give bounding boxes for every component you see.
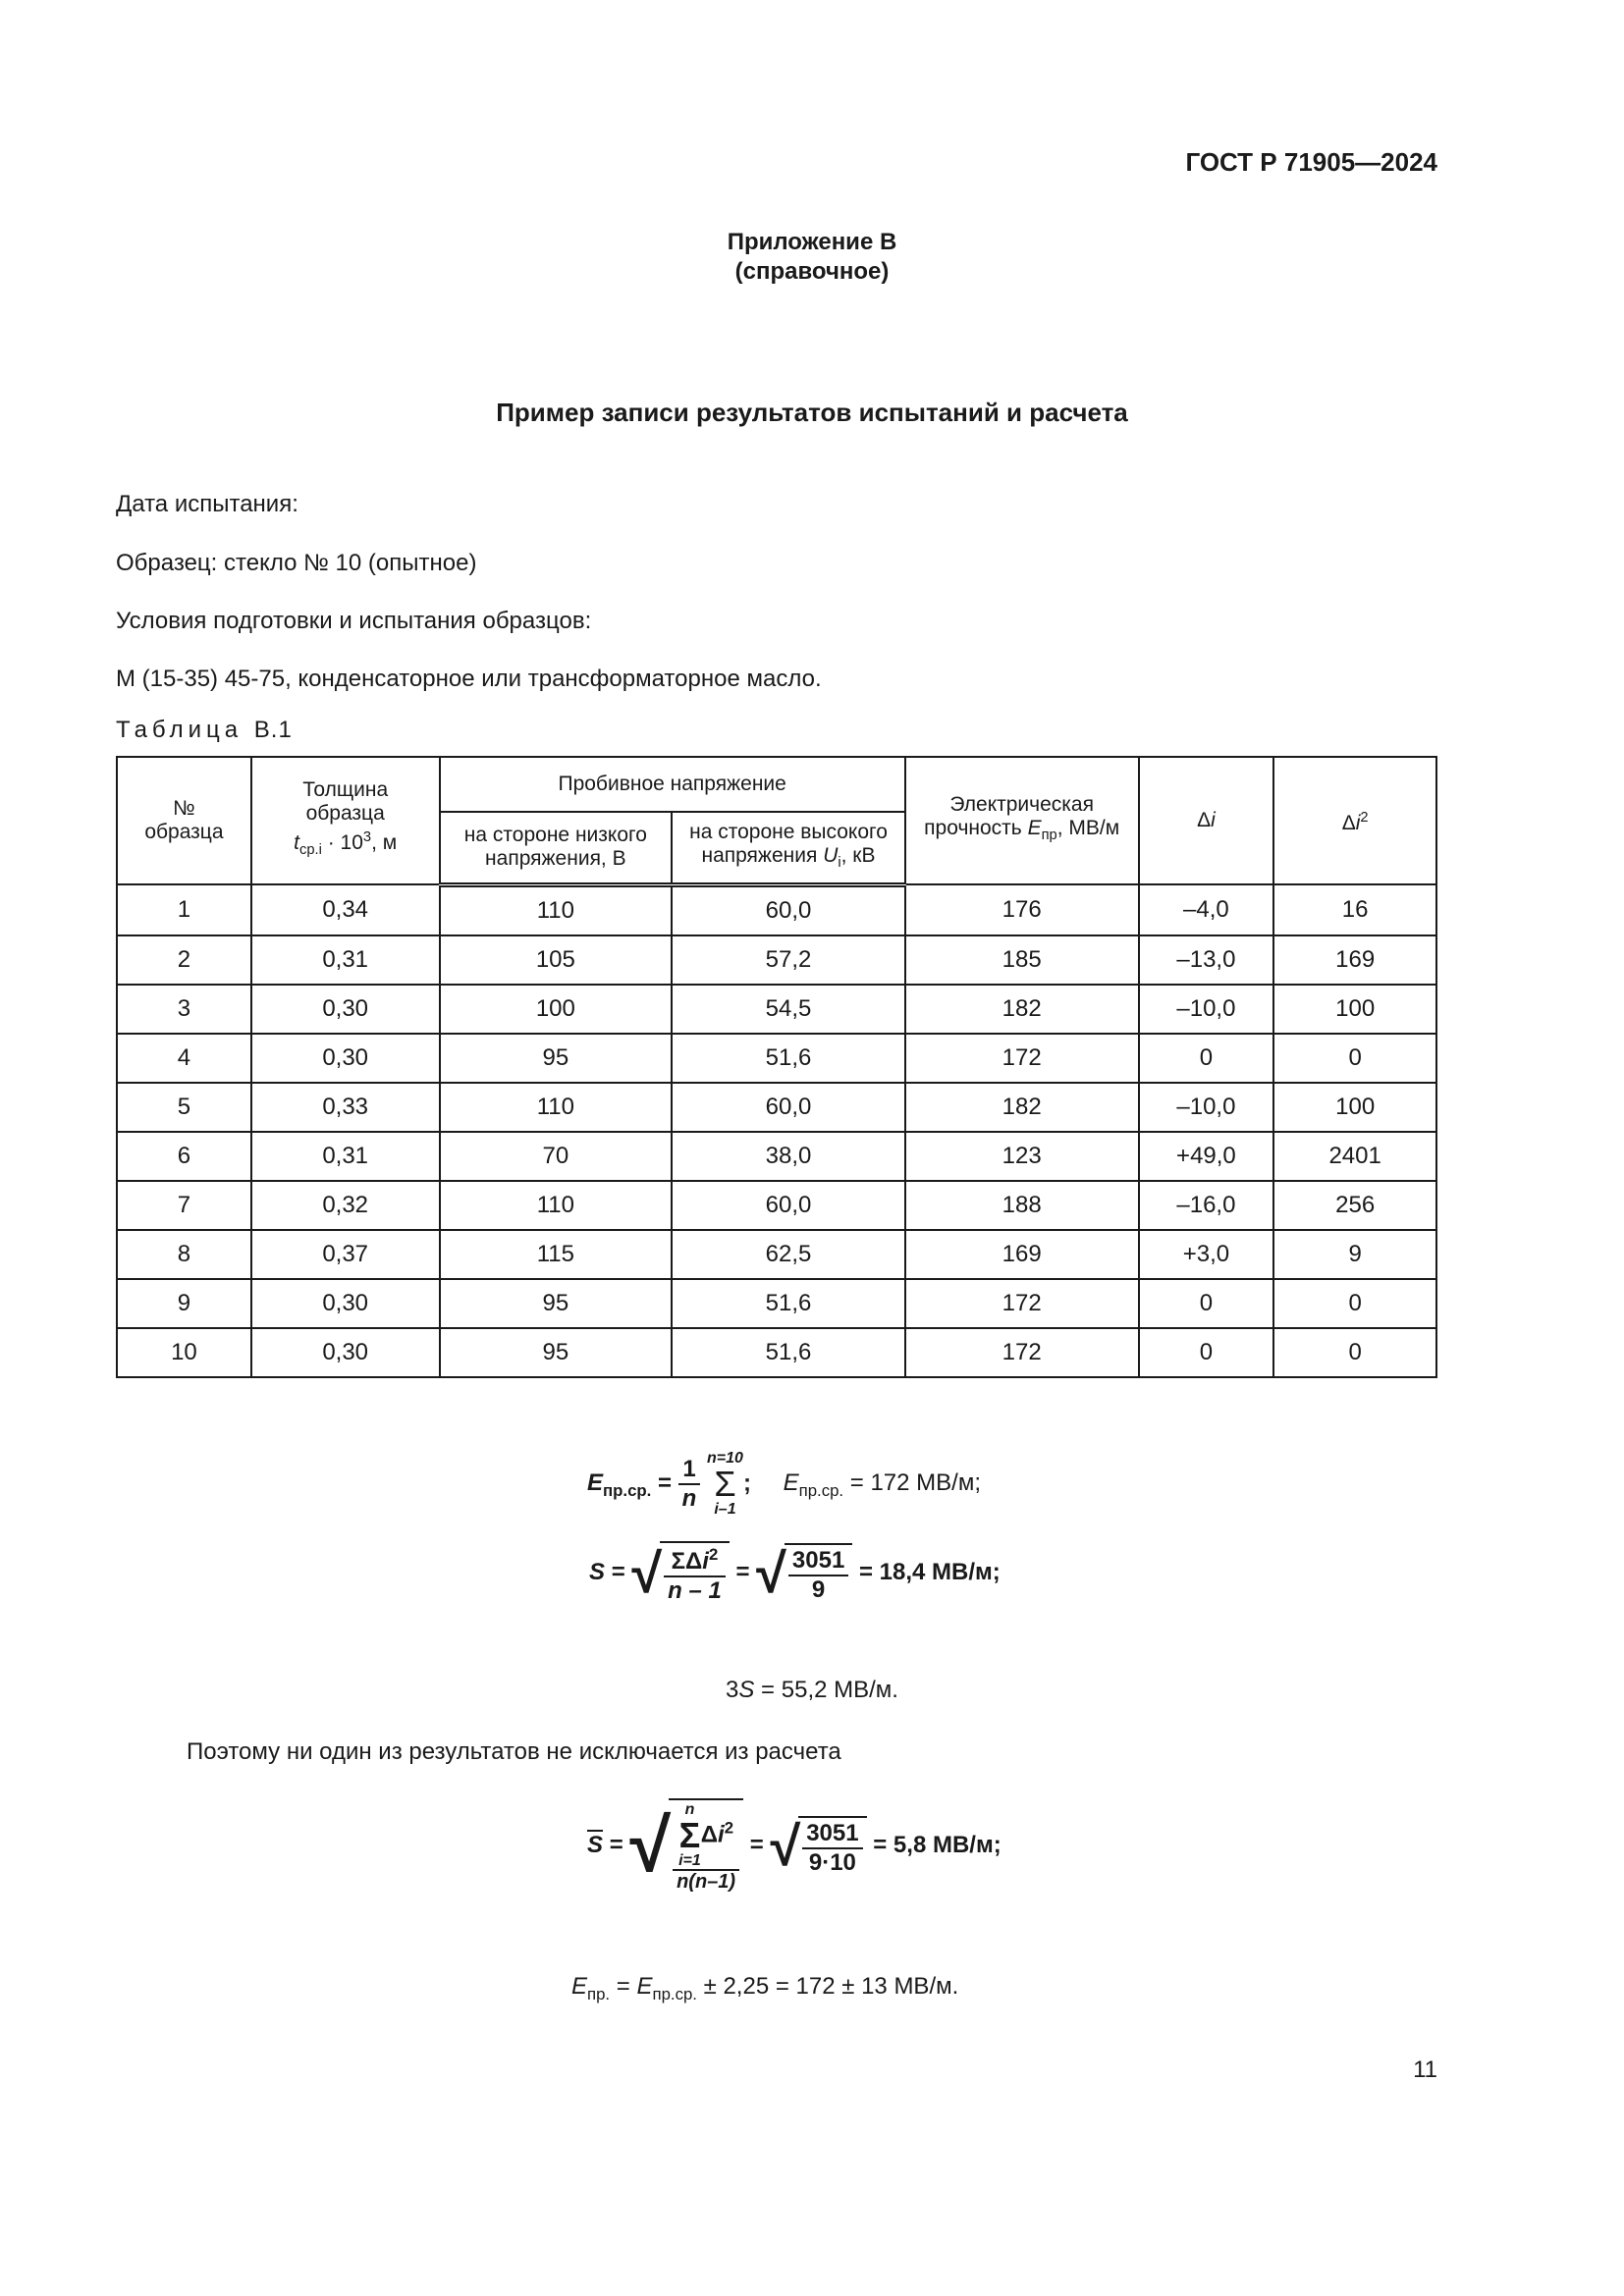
table-row [117,1230,1436,1279]
formula-std-deviation: S = √ $\frac{\Sigma\Delta i^2}{n - 1}$ = √ $\frac{3051}{9}$ = 18,4 МВ/м; [589,1541,1001,1604]
table-cell: 0,37 [251,1230,440,1279]
header-delta: Δi [1139,757,1274,884]
table-row [117,1181,1436,1230]
table-cell: 4 [117,1034,251,1083]
header-low-side: на стороне низкого напряжения, В [440,812,673,884]
table-caption-word: Таблица [116,717,244,743]
table-cell: 62,5 [672,1230,905,1279]
table-row [117,1083,1436,1132]
table-cell: –13,0 [1139,935,1274,985]
medium-line: М (15-35) 45-75, конденсаторное или трансформаторное масло. [116,666,822,692]
appendix-title: Приложение В [727,229,897,255]
header-thickness: Толщина образца $t_{ср.i} \cdot 10^3$, м [251,757,440,884]
table-cell: 38,0 [672,1132,905,1181]
formula-mean-std-deviation: $\overline{S}$ = √ n Σ i=1 $\Delta i^2$ n(n–1) = √ $\frac{3051}{9\cdot 10}$ = 5,8 МВ/м; [587,1798,1001,1894]
table-cell: 8 [117,1230,251,1279]
table-cell: 172 [905,1279,1139,1328]
standard-code: ГОСТ Р 71905—2024 [1185,147,1437,177]
table-cell: 100 [1273,985,1436,1034]
table-cell: 0,30 [251,985,440,1034]
table-row [117,1132,1436,1181]
table-cell: 95 [440,1034,673,1083]
table-row [117,884,1436,935]
table-cell: 110 [440,884,673,935]
table-cell: 60,0 [672,1083,905,1132]
table-cell: 51,6 [672,1328,905,1377]
header-breakdown-voltage: Пробивное напряжение [440,757,905,812]
table-cell: 0,34 [251,884,440,935]
table-cell: –10,0 [1139,1083,1274,1132]
page-number: 11 [1413,2056,1437,2083]
table-cell: 0,32 [251,1181,440,1230]
table-cell: 7 [117,1181,251,1230]
table-cell: 9 [117,1279,251,1328]
table-caption-number: В.1 [253,717,293,743]
table-cell: 16 [1273,884,1436,935]
table-cell: 0,30 [251,1279,440,1328]
table-cell: 0 [1273,1328,1436,1377]
table-cell: 0,31 [251,935,440,985]
table-cell: 110 [440,1083,673,1132]
table-cell: 256 [1273,1181,1436,1230]
table-cell: 95 [440,1279,673,1328]
table-cell: 5 [117,1083,251,1132]
table-cell: 10 [117,1328,251,1377]
table-cell: +3,0 [1139,1230,1274,1279]
table-cell: 54,5 [672,985,905,1034]
table-cell: 182 [905,1083,1139,1132]
table-cell: +49,0 [1139,1132,1274,1181]
table-cell: 185 [905,935,1139,985]
table-cell: 0 [1273,1034,1436,1083]
table-cell: 169 [905,1230,1139,1279]
table-cell: 123 [905,1132,1139,1181]
table-row [117,1328,1436,1377]
table-cell: 2401 [1273,1132,1436,1181]
table-cell: 176 [905,884,1139,935]
table-cell: –4,0 [1139,884,1274,935]
table-cell: 57,2 [672,935,905,985]
conditions-line: Условия подготовки и испытания образцов: [116,608,592,634]
table-caption [116,717,293,744]
results-table [116,756,1437,1378]
conclusion-line: Поэтому ни один из результатов не исключается из расчета [187,1738,841,1765]
table-cell: 0,31 [251,1132,440,1181]
table-cell: –10,0 [1139,985,1274,1034]
table-cell: 100 [440,985,673,1034]
header-strength: Электрическая прочность $E_{пр}$, МВ/м [905,757,1139,884]
table-row [117,1279,1436,1328]
three-s-line: 3S = 55,2 МВ/м. [726,1677,898,1703]
formula-mean-strength: $E_{пр.ср.}$ = $\frac{1}{n}$ n=10 Σ i–1 ; $E_{пр.ср.} = 172$ МВ/м; [587,1450,981,1518]
appendix-type: (справочное) [734,258,890,285]
table-cell: 51,6 [672,1034,905,1083]
table-cell: 105 [440,935,673,985]
table-cell: 0 [1139,1328,1274,1377]
table-cell: 0,33 [251,1083,440,1132]
header-sample-no: № образца [117,757,251,884]
table-row [117,1034,1436,1083]
table-cell: 0 [1139,1034,1274,1083]
final-result-line: $E_{пр.} = E_{пр.ср.} \pm 2,25 = 172 \pm 13$ МВ/м. [571,1973,959,2003]
table-cell: 51,6 [672,1279,905,1328]
table-cell: 3 [117,985,251,1034]
table-cell: 6 [117,1132,251,1181]
table-cell: 115 [440,1230,673,1279]
table-cell: 0,30 [251,1328,440,1377]
table-cell: 1 [117,884,251,935]
table-cell: 0 [1273,1279,1436,1328]
test-date-line: Дата испытания: [116,491,298,517]
table-cell: 70 [440,1132,673,1181]
header-delta-squared: $\Delta i^2$ [1273,757,1436,884]
table-cell: 182 [905,985,1139,1034]
sample-line: Образец: стекло № 10 (опытное) [116,550,477,576]
table-cell: 100 [1273,1083,1436,1132]
table-cell: 172 [905,1328,1139,1377]
table-cell: 0,30 [251,1034,440,1083]
table-cell: 172 [905,1034,1139,1083]
table-row [117,985,1436,1034]
table-cell: 188 [905,1181,1139,1230]
table-cell: 2 [117,935,251,985]
table-cell: 0 [1139,1279,1274,1328]
table-cell: 110 [440,1181,673,1230]
appendix-heading [0,228,1624,287]
table-cell: 9 [1273,1230,1436,1279]
table-cell: 95 [440,1328,673,1377]
table-row [117,935,1436,985]
header-high-side: на стороне высокого напряжения $U_i$, кВ [672,812,905,884]
table-cell: 169 [1273,935,1436,985]
table-cell: 60,0 [672,1181,905,1230]
section-title: Пример записи результатов испытаний и расчета [496,398,1128,427]
table-cell: 60,0 [672,884,905,935]
table-cell: –16,0 [1139,1181,1274,1230]
